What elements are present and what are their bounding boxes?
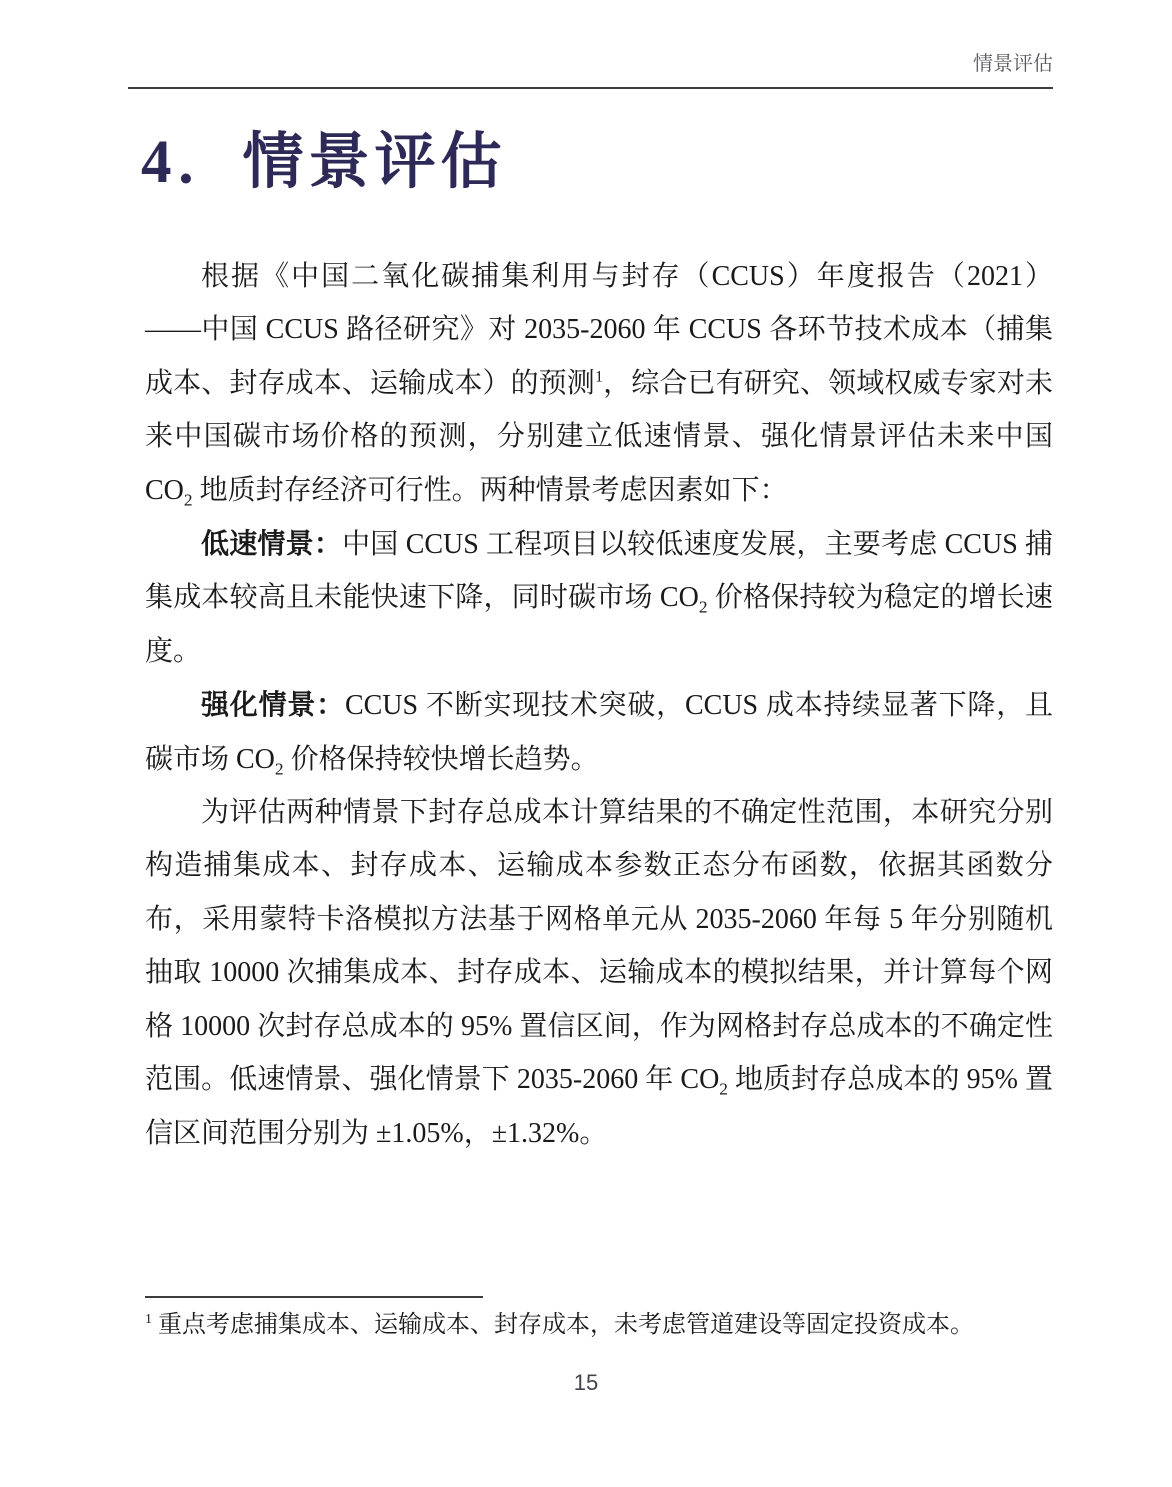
text-run: 价格保持较快增长趋势。: [283, 743, 599, 775]
scenario-label-low-speed: 低速情景：: [201, 528, 343, 560]
text-run: 根据《中国二氧化碳捕集利用与封存（CCUS）年度报告（2021）——中国 CCUS 路径研究》对 2035-2060 年 CCUS 各环节技术成本（捕集成本、封存成本、运输成本）的预测: [145, 261, 1053, 399]
text-run: ，综合已有研究、领域权威专家对未来中国碳市场价格的预测，分别建立低速情景、强化情景评估未来中国 CO: [145, 367, 1053, 506]
running-head-section-label: 情景评估: [973, 53, 1053, 75]
co2-subscript: 2: [719, 1079, 728, 1099]
text-run: 中国 CCUS 工程项目以较低速度发展，主要考虑 CCUS 捕集成本较高且未能快速下降，同时碳市场 CO: [145, 529, 1053, 614]
paragraph-intro: [145, 250, 1053, 517]
paragraph-low-speed-scenario: [145, 517, 1053, 678]
page-number: 15: [573, 1370, 599, 1395]
body-text: [145, 250, 1053, 1160]
text-run: 为评估两种情景下封存总成本计算结果的不确定性范围，本研究分别构造捕集成本、封存成本、运输成本参数正态分布函数，依据其函数分布，采用蒙特卡洛模拟方法基于网格单元从 2035-2060 年每 5 年分别随机抽取 10000 次捕集成本、封存成本、运输成本的模拟结果，并计算每个网格 10000 次封存总成本的 95% 置信区间，作为网格封存总成本的不确定性范围。低速情景、强化情景下 2035-2060 年 CO: [145, 797, 1053, 1096]
footnote: [145, 1296, 1053, 1342]
text-run: CCUS 不断实现技术突破，CCUS 成本持续显著下降，且碳市场 CO: [145, 690, 1053, 775]
footnote-ref: 1: [594, 367, 604, 386]
co2-subscript: 2: [698, 598, 708, 618]
paragraph-enhanced-scenario: [145, 678, 1053, 786]
page-header: [128, 50, 1053, 89]
footnote-text: [145, 1308, 1053, 1342]
paragraph-monte-carlo: [145, 786, 1053, 1160]
text-run: 地质封存总成本的 95% 置信区间范围分别为 ±1.05%，±1.32%。: [145, 1064, 1053, 1149]
footnote-marker: 1: [145, 1312, 152, 1327]
footnote-body: 重点考虑捕集成本、运输成本、封存成本，未考虑管道建设等固定投资成本。: [157, 1312, 974, 1338]
text-run: 地质封存经济可行性。两种情景考虑因素如下：: [192, 474, 788, 506]
scenario-label-enhanced: 强化情景：: [201, 689, 345, 721]
footnote-separator: [145, 1296, 483, 1298]
chapter-title: 4．情景评估: [141, 129, 507, 196]
text-run: 价格保持较为稳定的增长速度。: [145, 582, 1053, 667]
co2-subscript: 2: [274, 759, 284, 779]
co2-subscript: 2: [183, 490, 193, 510]
